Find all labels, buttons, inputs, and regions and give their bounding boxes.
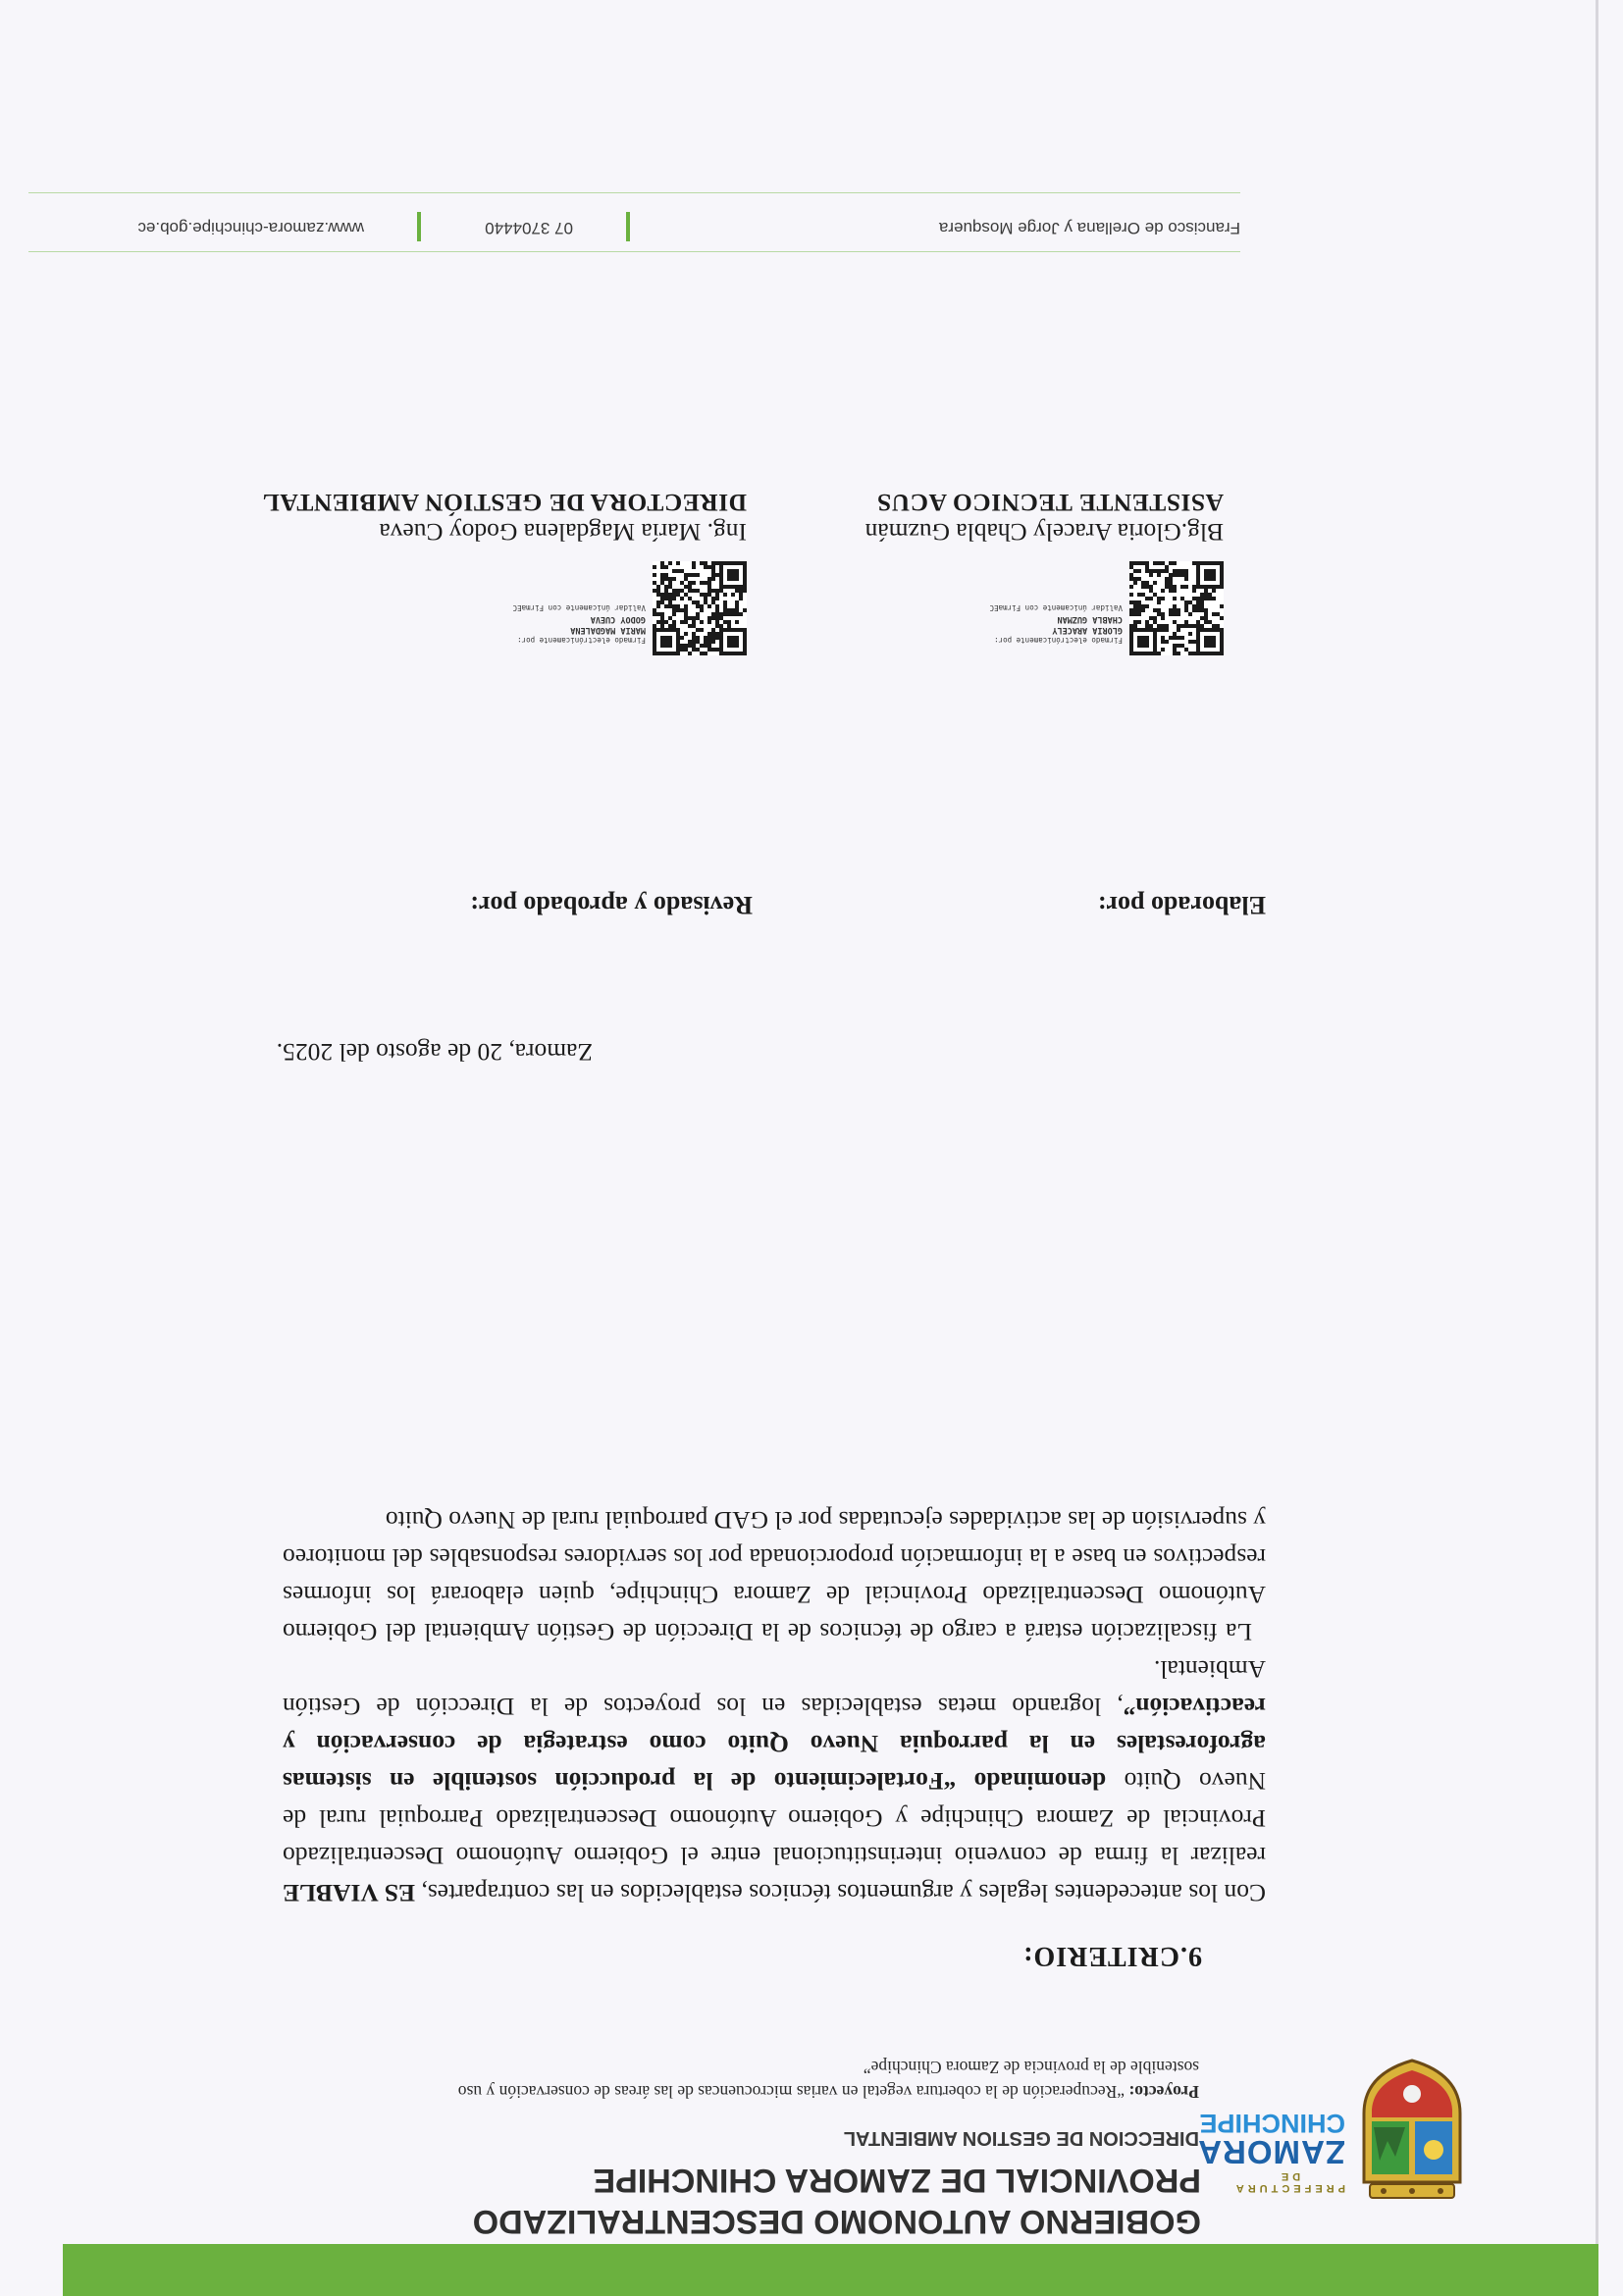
footer-divider xyxy=(28,192,1240,193)
sig-name2: GODOY CUEVA xyxy=(590,614,646,624)
document-date: Zamora, 20 de agosto del 2025. xyxy=(276,1038,593,1067)
brand-line2: ZAMORA xyxy=(1197,2134,1345,2170)
qr-code-icon xyxy=(653,561,747,655)
p1-text-e: , logrando metas establecidas en los proyectos de la Dirección de Gestión Ambiental. xyxy=(283,1655,1266,1721)
signer-role: ASISTENTE TECNICO ACUS xyxy=(876,489,1224,517)
footer-separator xyxy=(626,212,630,241)
signature-meta xyxy=(513,602,646,646)
criterio-body xyxy=(283,1501,1266,1911)
title-line2: PROVINCIAL DE ZAMORA CHINCHIPE xyxy=(593,2162,1201,2199)
signer-right xyxy=(262,488,747,547)
p1-text-a: Con los antecedentes legales y argumentos técnicos establecidos en las contrapartes, xyxy=(414,1879,1266,1907)
p1-viable: ES VIABLE xyxy=(283,1879,415,1907)
title-line1: GOBIERNO AUTONOMO DESCENTRALIZADO xyxy=(472,2203,1201,2240)
p1-text-c: realizar la firma de convenio interinstitucional entre el Gobierno Autónomo Descentralizado Provincial de Zamora Chinchipe y Gobierno Autónomo Descentralizado Parroquial rural de Nuevo Quito xyxy=(283,1767,1266,1870)
signature-meta xyxy=(990,602,1123,646)
sig-name1: GLORIA ARACELY xyxy=(1052,625,1123,635)
footer-separator xyxy=(417,212,421,241)
signature-left xyxy=(929,557,1224,655)
signature-right xyxy=(452,557,747,655)
signer-name: Ing. María Magdalena Godoy Cueva xyxy=(379,518,747,547)
project-text: “Recuperación de la cobertura vegetal en varias microcuencas de las áreas de conservación y uso sostenible de la provincia de Zamora Chinchipe” xyxy=(457,2058,1199,2102)
project-line xyxy=(453,2055,1199,2104)
signer-role: DIRECTORA DE GESTIÓN AMBIENTAL xyxy=(262,489,747,517)
p1-project-name: denominado “Fortalecimiento de la producción sostenible en sistemas agroforestales en la parroquia Nuevo Quito como estrategia de conservación y reactivación” xyxy=(283,1693,1266,1796)
brand-line1: PREFECTURA DE xyxy=(1231,2170,1345,2194)
sig-name2: CHABLA GUZMAN xyxy=(1057,614,1123,624)
project-label: Proyecto: xyxy=(1128,2082,1199,2102)
prefectura-brand xyxy=(1197,2109,1345,2194)
sig-caption: Firmado electrónicamente por: xyxy=(994,636,1123,645)
elaborado-label: Elaborado por: xyxy=(1097,891,1266,919)
sig-name1: MARIA MAGDALENA xyxy=(570,625,646,635)
sig-caption: Firmado electrónicamente por: xyxy=(517,636,646,645)
header-green-band xyxy=(63,2244,1598,2296)
department-name: DIRECCION DE GESTION AMBIENTAL xyxy=(843,2127,1199,2149)
coat-of-arms-logo xyxy=(1354,2057,1470,2204)
revisado-label: Revisado y aprobado por: xyxy=(470,891,753,919)
government-title xyxy=(122,2160,1201,2242)
sig-validate: Validar únicamente con FirmaEC xyxy=(989,603,1123,612)
footer-divider xyxy=(28,251,1240,252)
paragraph-2: La fiscalización estará a cargo de técnicos de la Dirección de Gestión Ambiental del Gobierno Autónomo Descentralizado Provincial de Zamora Chinchipe, quien elaborará los informes respectivos en base a la información proporcionada por los servidores responsables del monitoreo y supervisión de las actividades ejecutadas por el GAD parroquial rural de Nuevo Quito xyxy=(283,1506,1266,1646)
paragraph-1 xyxy=(283,1650,1266,1911)
section-title: 9.CRITERIO: xyxy=(1022,1941,1202,1971)
qr-code-icon xyxy=(1129,561,1224,655)
sig-validate: Validar únicamente con FirmaEC xyxy=(512,603,646,612)
brand-line3: CHINCHIPE xyxy=(1199,2109,1345,2138)
signer-name: Blg.Gloria Aracely Chabla Guzmán xyxy=(864,518,1224,547)
scan-edge xyxy=(1596,0,1598,2296)
footer-phone: 07 3704440 xyxy=(485,219,573,237)
signer-left xyxy=(865,488,1224,547)
footer-address: Francisco de Orellana y Jorge Mosquera xyxy=(938,219,1240,237)
footer-website: www.zamora-chinchipe.gob.ec xyxy=(137,219,364,237)
